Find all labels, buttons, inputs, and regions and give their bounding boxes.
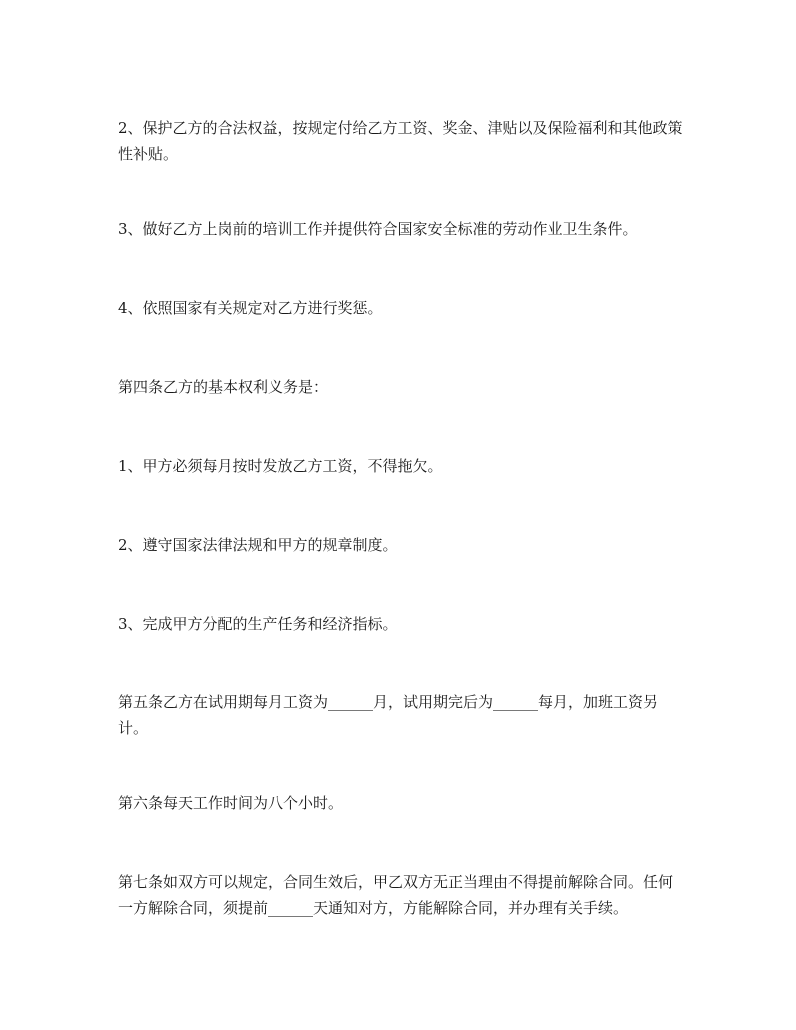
paragraph-article-5: 第五条乙方在试用期每月工资为______月，试用期完后为______每月，加班工资另计。 xyxy=(118,693,659,737)
paragraph-article-4-heading: 第四条乙方的基本权利义务是： xyxy=(118,378,329,396)
paragraph-article-7: 第七条如双方可以规定，合同生效后，甲乙双方无正当理由不得提前解除合同。任何一方解除合同，须提前______天通知对方，方能解除合同，并办理有关手续。 xyxy=(118,873,674,917)
paragraph-employee-item-3: 3、完成甲方分配的生产任务和经济指标。 xyxy=(118,615,398,633)
paragraph-employer-duty-4: 4、依照国家有关规定对乙方进行奖惩。 xyxy=(118,299,383,317)
paragraph-employee-item-1: 1、甲方必须每月按时发放乙方工资，不得拖欠。 xyxy=(118,457,443,475)
paragraph-employer-duty-2: 2、保护乙方的合法权益，按规定付给乙方工资、奖金、津贴以及保险福利和其他政策性补贴。 xyxy=(118,119,683,163)
paragraph-employer-duty-3: 3、做好乙方上岗前的培训工作并提供符合国家安全标准的劳动作业卫生条件。 xyxy=(118,220,638,238)
paragraph-employee-item-2: 2、遵守国家法律法规和甲方的规章制度。 xyxy=(118,536,398,554)
paragraph-article-6: 第六条每天工作时间为八个小时。 xyxy=(118,794,344,812)
